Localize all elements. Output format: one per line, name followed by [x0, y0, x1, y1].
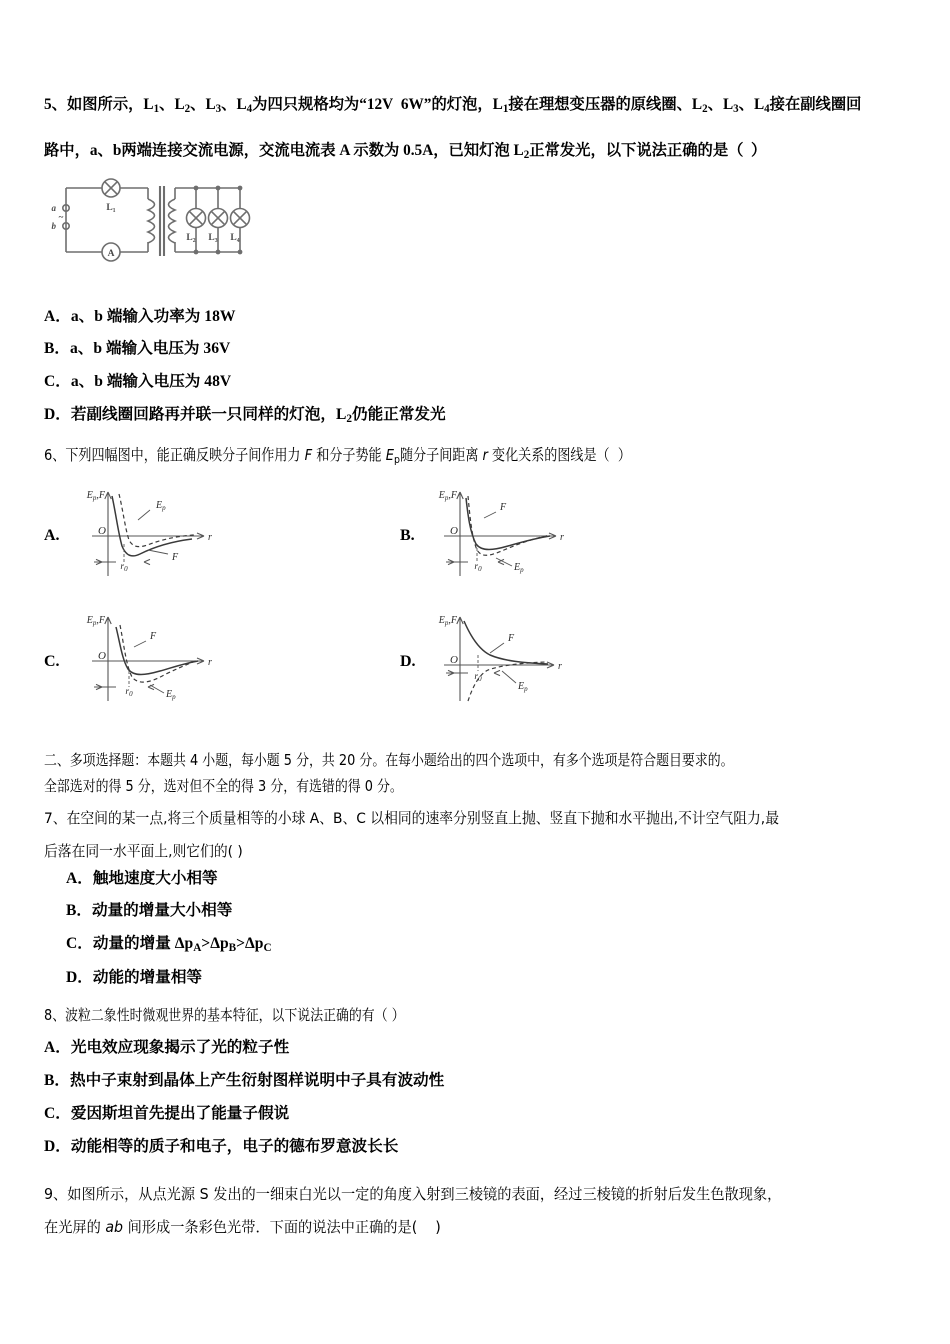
- q5-option-d-text: D．若副线圈回路再并联一只同样的灯泡，$L_2$仍能正常发光: [44, 406, 446, 426]
- graph-c-x-label: r: [208, 657, 212, 668]
- q9-stem-line1: 9、如图所示，从点光源 S 发出的一细束白光以一定的角度入射到三棱镜的表面，经过三棱镜的折射后发生色散现象，: [44, 1186, 782, 1203]
- graph-d-f-curve-label: F: [508, 633, 515, 644]
- graph-d-origin-label: O: [450, 654, 458, 666]
- graph-b-origin-label: O: [450, 525, 458, 537]
- graph-d-x-label: r: [558, 661, 562, 672]
- q6-option-label-c: C.: [44, 653, 60, 670]
- section2-line1: 二、多项选择题：本题共 4 小题，每小题 5 分，共 20 分。在每小题给出的四个选项中，有多个选项是符合题目要求的。: [44, 751, 734, 769]
- q5-option-b-text: B．a、b 端输入电压为 36V: [44, 340, 231, 357]
- circuit-label-l1: L₁: [106, 203, 116, 213]
- q6-stem-text: 6、下列四幅图中，能正确反映分子间作用力 F 和分子势能 $E_p$随分子间距离 r 变化关系的图线是（ ）: [44, 446, 631, 467]
- circuit-label-a: a: [51, 203, 56, 213]
- graph-c-origin-label: O: [98, 650, 106, 662]
- q6-stem: [44, 444, 631, 466]
- q7-stem-line2: 后落在同一水平面上,则它们的( ): [44, 843, 243, 860]
- graph-a-y-label: $E_p,F$: [86, 490, 105, 502]
- q8-option-a: A．光电效应现象揭示了光的粒子性: [44, 1039, 290, 1056]
- graph-c-f-leader: [134, 641, 146, 647]
- graph-b-curve-f-solid: [466, 498, 550, 550]
- q8-stem: 8、波粒二象性时微观世界的基本特征，以下说法正确的有（ ）: [44, 1006, 405, 1024]
- q7-option-a: A．触地速度大小相等: [66, 870, 218, 887]
- q5-stem-line1: [44, 97, 861, 115]
- q7-option-b: B．动量的增量大小相等: [66, 902, 233, 919]
- graph-d-curve-f-solid: [464, 621, 548, 664]
- graph-b-f-leader: [484, 512, 496, 518]
- q5-option-c-text: C．a、b 端输入电压为 48V: [44, 373, 232, 390]
- graph-a-r0-label: $r_0$: [120, 562, 128, 573]
- graph-b-r0-label: $r_0$: [474, 562, 482, 573]
- graph-d-r0-label: $r_0$: [474, 672, 482, 683]
- q7-option-d: D．动能的增量相等: [66, 969, 203, 986]
- q5-circuit-figure: [44, 172, 247, 268]
- circuit-label-l3: L₃: [208, 233, 218, 243]
- q7-option-c-dpc: $\Delta p_C$: [245, 935, 272, 955]
- circuit-label-l4: L₄: [230, 233, 240, 243]
- graph-a-f-curve-label: F: [172, 552, 179, 563]
- graph-c-curve-ep-dashed: [120, 625, 198, 682]
- q6-option-label-b: B.: [400, 527, 415, 544]
- graph-d-ep-leader: [502, 671, 516, 683]
- q8-option-b: B．热中子束射到晶体上产生衍射图样说明中子具有波动性: [44, 1072, 445, 1089]
- q6-graph-d: [424, 609, 574, 709]
- q8-option-c: C．爱因斯坦首先提出了能量子假说: [44, 1105, 290, 1122]
- graph-a-r0-arrow-right: [144, 559, 150, 564]
- graph-b-ep-curve-label: $E_p$: [514, 562, 524, 574]
- graph-a-x-label: r: [208, 532, 212, 543]
- q5-stem-line1-text: 5、如图所示，$L_1$、$L_2$、$L_3$、$L_4$为四只规格均为“12V 6W”的灯泡，$L_1$接在理想变压器的原线圈、$L_2$、$L_3$、$L_4$接在副线圈回: [44, 96, 862, 116]
- lamp-l4-cross: [233, 211, 246, 224]
- graph-a-f-leader: [148, 550, 168, 554]
- graph-c-ep-curve-label: $E_p$: [166, 689, 176, 701]
- q6-option-label-a: A.: [44, 527, 60, 544]
- q5-option-d: [44, 407, 446, 425]
- section2-line2: 全部选对的得 5 分，选对但不全的得 3 分，有选错的得 0 分。: [44, 777, 403, 795]
- secondary-coil: [169, 199, 176, 243]
- lamp-l1-cross: [105, 182, 118, 195]
- graph-d-f-leader: [490, 643, 504, 653]
- primary-coil: [148, 199, 155, 243]
- graph-d-y-label: $E_p,F$: [438, 615, 457, 627]
- q6-graph-c: [72, 609, 222, 709]
- graph-b-x-label: r: [560, 532, 564, 543]
- lamp-l3-cross: [211, 211, 224, 224]
- graph-c-f-curve-label: F: [150, 631, 157, 642]
- q5-option-c: [44, 374, 231, 390]
- q7-stem-line1: 7、在空间的某一点,将三个质量相等的小球 A、B、C 以相同的速率分别竖直上抛、竖直下抛和水平抛出,不计空气阻力,最: [44, 810, 779, 827]
- graph-b-y-label: $E_p,F$: [438, 490, 457, 502]
- q9-stem-line2-text: 在光屏的 ab 间形成一条彩色光带．下面的说法中正确的是( ): [44, 1219, 441, 1236]
- circuit-label-l2: L₂: [186, 233, 196, 243]
- q7-option-c-prefix: C．动量的增量: [66, 935, 175, 952]
- q6-graph-a: [72, 484, 222, 584]
- q5-stem-line2-text: 路中，a、b两端连接交流电源，交流电流表 A 示数为 0.5A，已知灯泡 $L_2$正常发光，以下说法正确的是（ ）: [44, 142, 767, 162]
- graph-c-r0-label: $r_0$: [125, 687, 133, 698]
- graph-c-y-label: $E_p,F$: [86, 615, 105, 627]
- q5-option-a: [44, 309, 235, 325]
- q6-option-label-d: D.: [400, 653, 416, 670]
- q9-stem-line2: [44, 1216, 441, 1237]
- q5-option-a-text: A．a、b 端输入功率为 18W: [44, 308, 236, 325]
- lamp-l2-cross: [189, 211, 202, 224]
- q7-option-c-dpb: $\Delta p_B$: [210, 935, 237, 955]
- q8-option-d: D．动能相等的质子和电子，电子的德布罗意波长长: [44, 1138, 399, 1155]
- q7-option-c: C．动量的增量 $\Delta p_A>\Delta p_B>\Delta p_C$: [66, 935, 272, 955]
- q6-graph-b: [424, 484, 574, 584]
- graph-a-ep-leader: [138, 510, 150, 520]
- graph-d-ep-curve-label: $E_p$: [518, 681, 528, 693]
- q5-stem-line2: [44, 143, 766, 161]
- q7-option-c-dpa: $\Delta p_A$: [174, 935, 202, 955]
- circuit-ac-symbol: ~: [58, 212, 64, 222]
- graph-a-origin-label: O: [98, 525, 106, 537]
- graph-b-f-curve-label: F: [500, 502, 507, 513]
- graph-a-ep-curve-label: $E_p$: [156, 500, 166, 512]
- q5-option-b: [44, 341, 230, 357]
- circuit-label-b: b: [51, 221, 56, 231]
- graph-d-r0-arrow-right: [494, 670, 500, 675]
- circuit-label-ammeter: A: [107, 249, 115, 259]
